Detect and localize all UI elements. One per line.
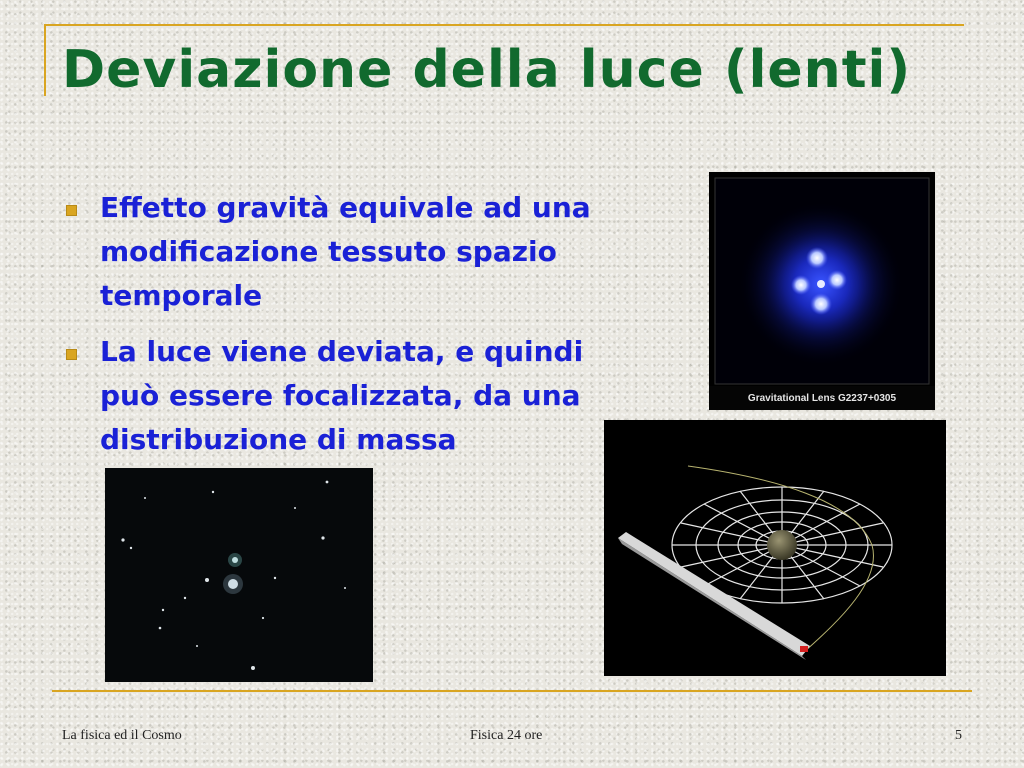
page-number: 5 [955,728,962,743]
starfield-graphic [105,468,373,682]
bullet-item [62,330,682,462]
title-left-line [44,24,46,96]
gravitational-lens-image [709,172,935,410]
square-bullet-icon [66,349,77,360]
bullet-text: La luce viene deviata, e quindi può essere focalizzata, da una distribuzione di massa [100,335,584,456]
starfield-image [105,468,373,682]
title-top-line [44,24,964,26]
einstein-cross-graphic [709,172,935,410]
slide-title: Deviazione della luce (lenti) [62,40,912,100]
square-bullet-icon [66,205,77,216]
bullet-list [62,186,682,474]
bullet-item [62,186,682,318]
footer-divider-line [52,690,972,692]
spacetime-grid-graphic [604,420,946,676]
footer-center-text: Fisica 24 ore [470,728,543,743]
footer-left-text: La fisica ed il Cosmo [62,728,182,743]
bullet-text: Effetto gravità equivale ad una modificazione tessuto spazio temporale [100,191,591,312]
lens-caption: Gravitational Lens G2237+0305 [747,393,897,404]
spacetime-curvature-image [604,420,946,676]
